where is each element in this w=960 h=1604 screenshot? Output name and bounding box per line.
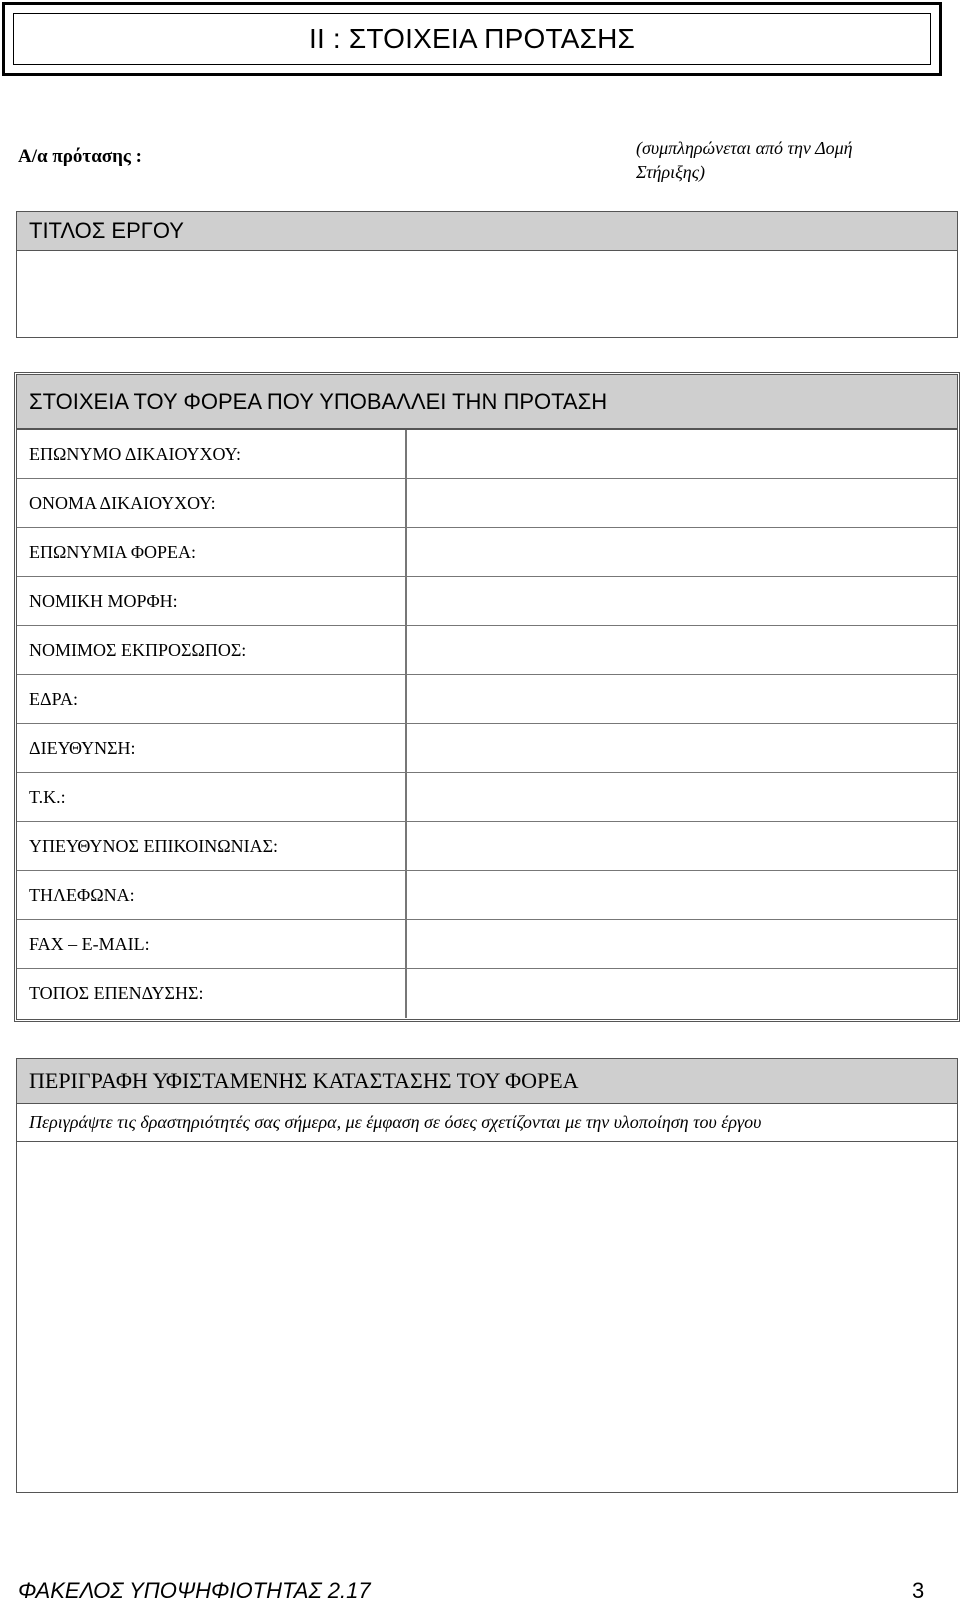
project-title-field[interactable] (17, 251, 957, 337)
entity-row (17, 675, 957, 724)
current-status-description-field[interactable] (17, 1142, 957, 1492)
entity-details-title: ΣΤΟΙΧΕΙΑ ΤΟΥ ΦΟΡΕΑ ΠΟΥ ΥΠΟΒΑΛΛΕΙ ΤΗΝ ΠΡΟΤΑΣΗ (17, 375, 957, 430)
entity-row (17, 969, 957, 1018)
entity-field-label: ΟΝΟΜΑ ΔΙΚΑΙΟΥΧΟΥ: (17, 479, 407, 527)
entity-row (17, 724, 957, 773)
entity-field-value[interactable] (407, 430, 957, 478)
entity-row (17, 920, 957, 969)
entity-row (17, 871, 957, 920)
entity-field-value[interactable] (407, 626, 957, 674)
footer-document-name: ΦΑΚΕΛΟΣ ΥΠΟΨΗΦΙΟΤΗΤΑΣ 2.17 (18, 1578, 371, 1603)
entity-field-value[interactable] (407, 577, 957, 625)
entity-field-label: ΥΠΕΥΘΥΝΟΣ ΕΠΙΚΟΙΝΩΝΙΑΣ: (17, 822, 407, 870)
proposal-number-note: (συμπληρώνεται από την Δομή Στήριξης) (636, 138, 853, 182)
entity-row (17, 430, 957, 479)
entity-details-table (14, 372, 960, 1022)
section-title-box (2, 2, 942, 76)
entity-field-value[interactable] (407, 969, 957, 1018)
entity-field-label: FAX – E-MAIL: (17, 920, 407, 968)
entity-row (17, 528, 957, 577)
section-title-inner-border (13, 13, 931, 65)
entity-field-value[interactable] (407, 773, 957, 821)
entity-field-value[interactable] (407, 920, 957, 968)
entity-field-label: ΔΙΕΥΘΥΝΣΗ: (17, 724, 407, 772)
current-status-instruction: Περιγράψτε τις δραστηριότητές σας σήμερα, με έμφαση σε όσες σχετίζονται με την υλοποίηση του έργου (17, 1104, 957, 1142)
entity-field-label: ΤΗΛΕΦΩΝΑ: (17, 871, 407, 919)
entity-row (17, 577, 957, 626)
proposal-number-label: Α/α πρότασης : (18, 146, 143, 167)
current-status-title: ΠΕΡΙΓΡΑΦΗ ΥΦΙΣΤΑΜΕΝΗΣ ΚΑΤΑΣΤΑΣΗΣ ΤΟΥ ΦΟΡΕΑ (17, 1059, 957, 1104)
project-title-label: ΤΙΤΛΟΣ ΕΡΓΟΥ (17, 212, 957, 251)
entity-field-value[interactable] (407, 871, 957, 919)
section-title: II : ΣΤΟΙΧΕΙΑ ΠΡΟΤΑΣΗΣ (308, 23, 636, 54)
entity-field-label: ΕΔΡΑ: (17, 675, 407, 723)
entity-field-label: ΝΟΜΙΚΗ ΜΟΡΦΗ: (17, 577, 407, 625)
entity-field-value[interactable] (407, 675, 957, 723)
entity-field-label: ΕΠΩΝΥΜΙΑ ΦΟΡΕΑ: (17, 528, 407, 576)
current-status-description-box (16, 1058, 958, 1493)
entity-field-label: ΝΟΜΙΜΟΣ ΕΚΠΡΟΣΩΠΟΣ: (17, 626, 407, 674)
entity-field-value[interactable] (407, 479, 957, 527)
entity-field-value[interactable] (407, 528, 957, 576)
footer-page-number: 3 (912, 1578, 925, 1603)
entity-field-value[interactable] (407, 724, 957, 772)
entity-row (17, 822, 957, 871)
entity-row (17, 626, 957, 675)
entity-field-value[interactable] (407, 822, 957, 870)
entity-field-label: ΕΠΩΝΥΜΟ ΔΙΚΑΙΟΥΧΟΥ: (17, 430, 407, 478)
project-title-box (16, 211, 958, 338)
entity-field-label: Τ.Κ.: (17, 773, 407, 821)
entity-field-label: ΤΟΠΟΣ ΕΠΕΝΔΥΣΗΣ: (17, 969, 407, 1018)
entity-row (17, 773, 957, 822)
entity-row (17, 479, 957, 528)
